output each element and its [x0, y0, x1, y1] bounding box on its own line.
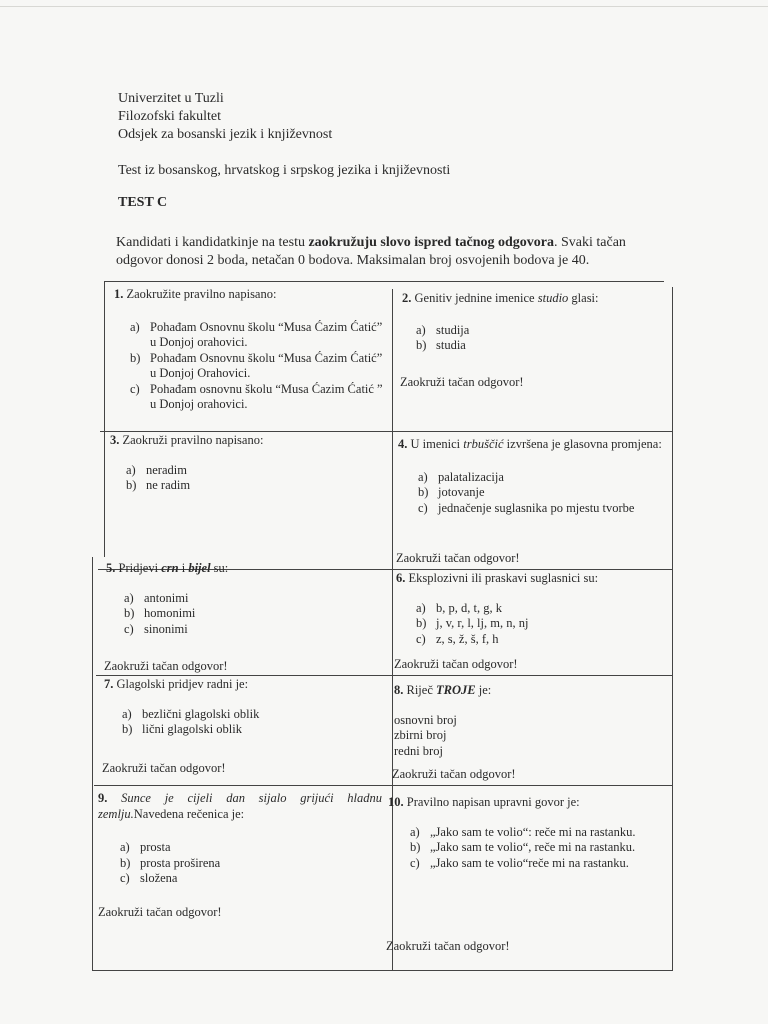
university-name: Univerzitet u Tuzli	[118, 91, 224, 106]
scan-edge-line	[0, 6, 768, 7]
option-b[interactable]: b) „Jako sam te volio“, reče mi na rastanku.	[410, 840, 636, 854]
option-text: osnovni broj	[394, 712, 457, 727]
question-number: 6.	[396, 571, 406, 585]
question-1	[114, 287, 386, 413]
question-text: Zaokruži pravilno napisano:	[122, 433, 264, 447]
instructions-part1: Kandidati i kandidatkinje na testu	[116, 235, 309, 250]
row-divider-1	[100, 431, 672, 432]
option-b[interactable]: b) homonimi	[124, 606, 196, 620]
option-c[interactable]: c) sinonimi	[124, 621, 188, 636]
answer-instruction: Zaokruži tačan odgovor!	[392, 767, 516, 781]
question-number: 9.	[98, 791, 108, 805]
question-text: Zaokružite pravilno napisano:	[126, 287, 277, 301]
question-text: U imenici	[410, 437, 464, 451]
option-c[interactable]: c) jednačenje suglasnika po mjestu tvorbe	[418, 500, 635, 515]
instructions-part2: . Svaki tačan odgovor donosi 2 boda, netačan 0 bodova. Maksimalan broj osvojenih bodova je 40.	[116, 235, 626, 268]
question-text-italic: Sunce je cijeli dan sijalo grijući hladnu zemlju.	[98, 791, 383, 821]
instructions	[116, 234, 666, 270]
answer-instruction: Zaokruži tačan odgovor!	[394, 657, 518, 671]
question-text-end: izvršena je glasovna promjena:	[503, 437, 662, 451]
option-b[interactable]: b) prosta proširena	[120, 855, 221, 870]
question-text-italic: studio	[537, 291, 569, 305]
question-text: Genitiv jednine imenice	[414, 291, 538, 305]
option-a[interactable]: a) bezlični glagolski oblik	[122, 706, 260, 721]
table-border-left-lower	[92, 557, 93, 971]
question-text-italic-1: crn	[161, 561, 179, 575]
question-text-end: glasi:	[568, 291, 599, 305]
option-b[interactable]: b) Pohađam Osnovnu školu “Musa Ćazim Ćatić” u Donjoj Orahovici.	[130, 350, 383, 380]
option-a[interactable]: a) neradim	[126, 462, 187, 477]
question-text-italic-2: bijel	[188, 561, 211, 575]
question-9	[98, 791, 382, 969]
answer-instruction: Zaokruži tačan odgovor!	[98, 905, 222, 919]
question-text: Riječ	[406, 683, 437, 697]
table-border-right	[672, 287, 673, 971]
question-10	[388, 795, 658, 969]
question-number: 2.	[402, 291, 412, 305]
option-text: redni broj	[394, 743, 443, 758]
question-number: 4.	[398, 437, 408, 451]
option-b[interactable]: b) studia	[416, 338, 466, 352]
table-border-left-upper	[104, 281, 105, 557]
question-text-italic: TROJE	[436, 683, 476, 697]
option-c[interactable]: c) z, s, ž, š, f, h	[416, 631, 499, 646]
option-a[interactable]: a) b, p, d, t, g, k	[416, 600, 502, 615]
option-a[interactable]: a) prosta	[120, 840, 171, 854]
department-name: Odsjek za bosanski jezik i književnost	[118, 127, 333, 142]
question-text-end: je:	[475, 683, 492, 697]
question-number: 1.	[114, 287, 124, 301]
option-a[interactable]: a) palatalizacija	[418, 469, 504, 484]
question-text-italic: trbuščić	[463, 437, 504, 451]
question-text: Pravilno napisan upravni govor je:	[406, 795, 580, 809]
option-b[interactable]: b) jotovanje	[418, 485, 485, 499]
faculty-name: Filozofski fakultet	[118, 109, 222, 124]
answer-instruction: Zaokruži tačan odgovor!	[104, 659, 228, 673]
question-number: 3.	[110, 433, 120, 447]
option-c[interactable]	[394, 744, 666, 760]
table-border-top	[104, 281, 664, 282]
question-text: Eksplozivni ili praskavi suglasnici su:	[408, 571, 599, 585]
answer-instruction: Zaokruži tačan odgovor!	[386, 939, 510, 953]
question-number: 10.	[388, 795, 404, 809]
question-number: 8.	[394, 683, 404, 697]
question-4	[398, 437, 664, 567]
question-number: 5.	[106, 561, 116, 575]
row-divider-4	[94, 785, 672, 786]
question-2	[402, 291, 664, 427]
option-a[interactable]: a) studija	[416, 322, 470, 337]
question-5	[106, 561, 386, 673]
option-b[interactable]: b) j, v, r, l, lj, m, n, nj	[416, 616, 529, 630]
instructions-bold: zaokružuju slovo ispred tačnog odgovora	[308, 235, 554, 250]
option-b[interactable]: b) lični glagolski oblik	[122, 722, 242, 736]
question-text-mid: i	[178, 561, 189, 575]
answer-instruction: Zaokruži tačan odgovor!	[396, 551, 520, 565]
questions-table	[96, 281, 676, 971]
question-number: 7.	[104, 677, 114, 691]
option-a[interactable]: a) Pohađam Osnovnu školu “Musa Ćazim Ćatić” u Donjoj orahovici.	[130, 319, 383, 349]
question-7	[104, 677, 384, 783]
question-3	[110, 433, 386, 494]
question-text: Glagolski pridjev radni je:	[116, 677, 249, 691]
option-b[interactable]: b) ne radim	[126, 478, 191, 492]
question-text-end: su:	[210, 561, 229, 575]
option-c[interactable]: c) „Jako sam te volio“reče mi na rastanku.	[410, 855, 629, 870]
question-text: Pridjevi	[118, 561, 162, 575]
table-border-bottom	[92, 970, 672, 971]
test-label: TEST C	[118, 195, 168, 210]
question-text-end: Navedena rečenica je:	[133, 806, 245, 821]
option-c[interactable]: c) Pohađam osnovnu školu “Musa Ćazim Ćatić ” u Donjoj orahovici.	[130, 381, 383, 411]
option-a[interactable]: a) „Jako sam te volio“: reče mi na rastanku.	[410, 824, 636, 839]
option-a[interactable]	[394, 713, 666, 729]
question-6	[396, 571, 666, 675]
answer-instruction: Zaokruži tačan odgovor!	[400, 375, 524, 389]
option-b[interactable]	[394, 728, 666, 744]
option-c[interactable]: c) složena	[120, 871, 178, 885]
answer-instruction: Zaokruži tačan odgovor!	[102, 761, 226, 775]
test-name: Test iz bosanskog, hrvatskog i srpskog jezika i književnosti	[118, 163, 451, 178]
row-divider-3	[96, 675, 672, 676]
question-8	[394, 683, 666, 783]
option-text: zbirni broj	[394, 728, 447, 742]
option-a[interactable]: a) antonimi	[124, 590, 189, 605]
